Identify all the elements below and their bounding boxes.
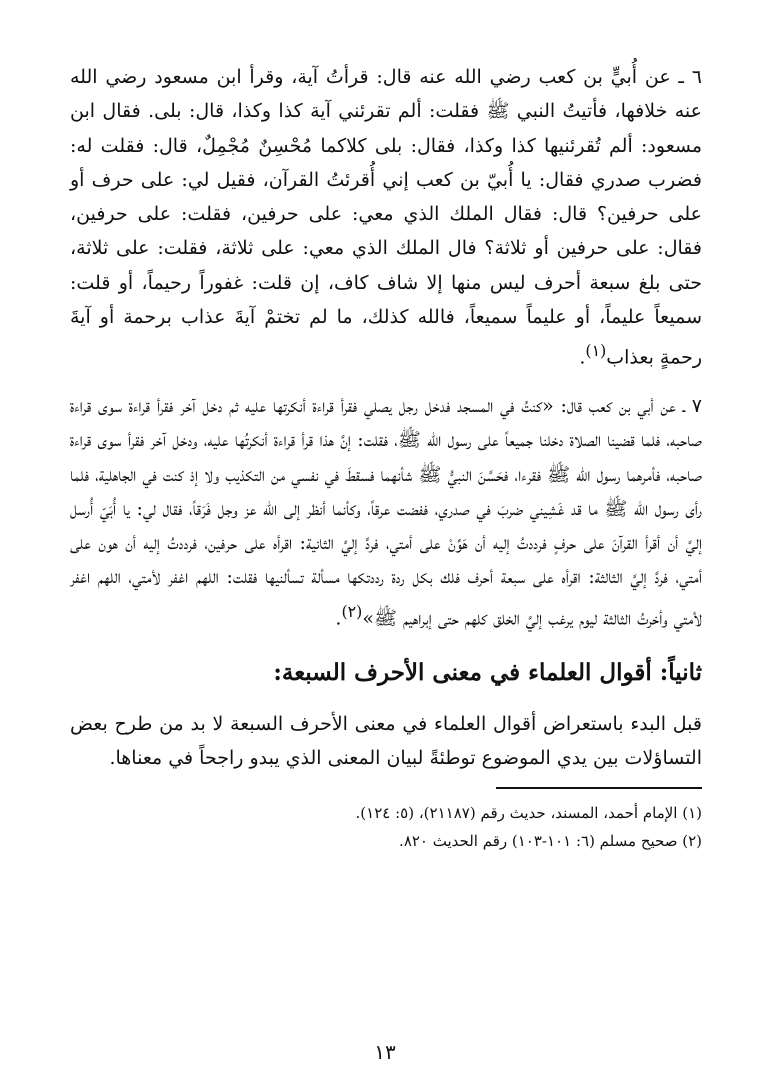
hadith-6-text: ٦ ـ عن أُبيٍّ بن كعب رضي الله عنه قال: قرأتُ آية، وقرأ ابن مسعود رضي الله عنه خلافها، فأتيتُ النبي ﷺ فقلت: ألم تقرئني آية كذا وكذا، قال: بلى. فقال ابن مسعود: ألم تُقرئنيها كذا وكذا، فقال: بلى كلاكما مُحْسِنٌ مُجْمِلٌ، قال: فقلت له: فضرب صدري فقال: يا أُبيّ بن كعب إني أُقرئتُ القرآن، فقيل لي: على حرف أو على حرفين؟ قال: فقال الملك الذي معي: على حرفين، فقلت: على حرفين، فقال: على حرفين أو ثلاثة؟ فال الملك الذي معي: على ثلاثة، فقلت: على ثلاثة، حتى بلغ سبعة أحرف ليس منها إلا شاف كاف، إن قلت: غفوراً رحيماً، أو قلت: سميعاً عليماً، أو عليماً سميعاً، فالله كذلك، ما لم تختمْ آيةَ عذاب برحمة أو آيةَ رحمةٍ بعذاب	[70, 66, 702, 369]
hadith-6	[70, 60, 702, 375]
hadith-7-text: ٧ ـ عن أبي بن كعب قال: «كنتُ في المسجد فدخل رجل يصلي فقرأ قراءة أنكرتها عليه ثم دخل آخر فقرأ قراءة سوى قراءة صاحبه، فلما قضينا الصلاة دخلنا جميعاً على رسول الله ﷺ، فقلت: إنَّ هذا قرأ قراءة أنكرتُها عليه، ودخل آخر فقرأ سوى قراءة صاحبه، فأمرهما رسول الله ﷺ فقرءا، فحَسَّنَ النبيُّ ﷺ شأنهما فسقطَ في نفسي من التكذيب ولا إذ كنت في الجاهلية، فلما رأى رسول الله ﷺ ما قد غَشِيني ضربَ في صدري، ففضت عرقاً، وكأنما أنظر إلى الله عز وجل فَرَقاً، فقال لي: يا أُبَيّ أُرسل إليَّ أن أقرأ القرآنَ على حرفٍ فرددتُ إليه أن هَوِّنْ على أمتي، فردَّ إليَّ الثانية: اقرأه على حرفين، فرددتُ إليه أن هون على أمتي، فردَّ إليَّ الثالثة: اقرأه على سبعة أحرف فلك بكل ردة رددتكها مسألة تسألنيها فقلت: اللهم اغفر لأمتي، اللهم اغفر لأمتي وأخرتُ الثالثة ليوم يرغب إليَّ الخلق كلهم حتى إبراهيم ﷺ»	[70, 395, 702, 630]
intro-paragraph: قبل البدء باستعراض أقوال العلماء في معنى الأحرف السبعة لا بد من طرح بعض التساؤلات بين يدي الموضوع توطئةً لبيان المعنى الذي يبدو راجحاً في معناها.	[70, 713, 702, 770]
section-lead: ثانياً:	[659, 659, 702, 687]
footnote-2: (٢) صحيح مسلم (٦: ١٠١-١٠٣) رقم الحديث ٨٢٠.	[399, 832, 702, 851]
footnote-divider	[496, 787, 702, 789]
page-body	[70, 60, 702, 855]
section-heading	[70, 653, 702, 693]
section-title: أقوال العلماء في معنى الأحرف السبعة:	[273, 659, 652, 687]
footnote-1: (١) الإمام أحمد، المسند، حديث رقم (٢١١٨٧)، (٥: ١٢٤).	[355, 804, 702, 823]
footnote-ref-2: (٢)	[341, 601, 363, 621]
hadith-7	[70, 389, 702, 635]
hadith-6-end: .	[579, 346, 586, 369]
page-number: ١٣	[374, 1040, 396, 1064]
hadith-7-end: .	[335, 607, 342, 630]
footnote-ref-1: (١)	[585, 341, 607, 361]
